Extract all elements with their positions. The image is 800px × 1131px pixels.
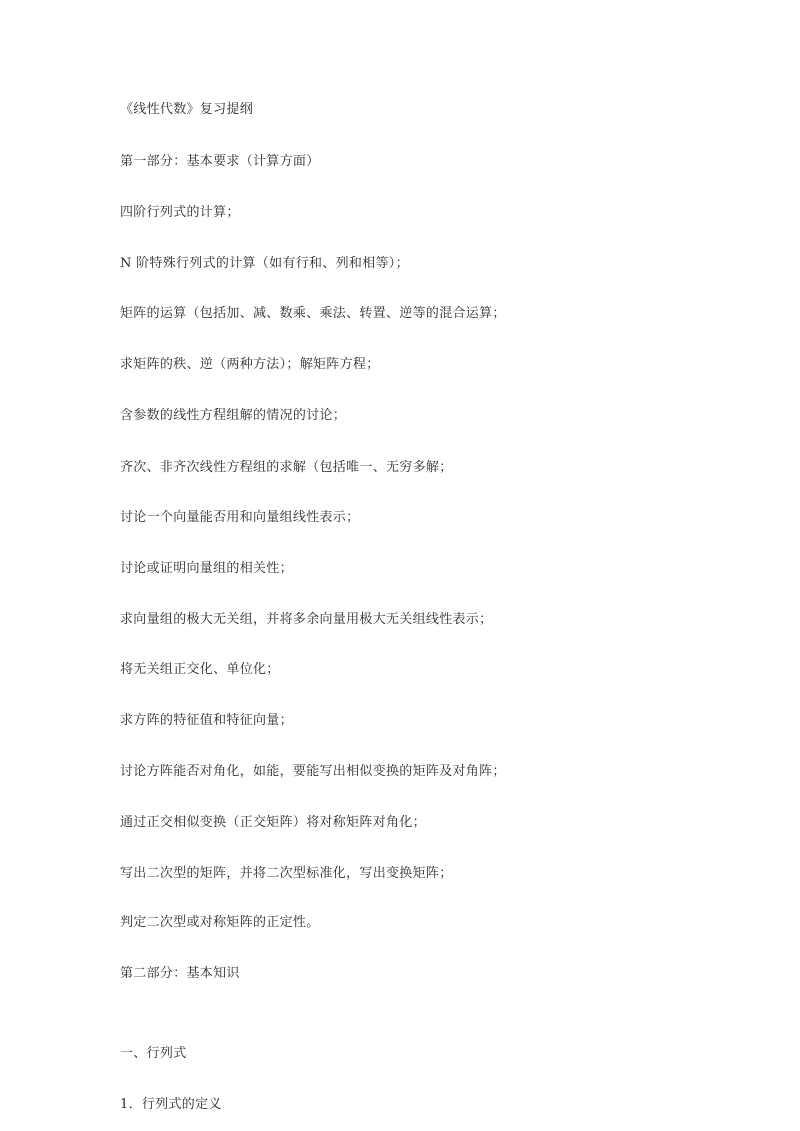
requirement-item: N 阶特殊行列式的计算（如有行和、列和相等）；: [120, 256, 409, 271]
section-heading: 一、行列式: [120, 1046, 187, 1061]
requirement-item: 讨论或证明向量组的相关性；: [120, 561, 293, 576]
requirement-item: 讨论方阵能否对角化，如能，要能写出相似变换的矩阵及对角阵；: [120, 764, 506, 779]
requirement-item: 齐次、非齐次线性方程组的求解（包括唯一、无穷多解；: [120, 460, 453, 475]
subsection-heading: 1．行列式的定义: [120, 1097, 222, 1112]
requirement-item: 写出二次型的矩阵，并将二次型标准化，写出变换矩阵；: [120, 866, 453, 881]
requirement-item: 将无关组正交化、单位化；: [120, 662, 280, 677]
part2-heading: 第二部分：基本知识: [120, 966, 240, 981]
part1-heading: 第一部分：基本要求（计算方面）: [120, 154, 320, 169]
requirement-item: 求矩阵的秩、逆（两种方法）；解矩阵方程；: [120, 357, 380, 372]
requirement-item: 求方阵的特征值和特征向量；: [120, 713, 293, 728]
requirement-item: 讨论一个向量能否用和向量组线性表示；: [120, 510, 360, 525]
requirement-item: 矩阵的运算（包括加、减、数乘、乘法、转置、逆等的混合运算；: [120, 306, 506, 321]
requirement-item: 通过正交相似变换（正交矩阵）将对称矩阵对角化；: [120, 815, 426, 830]
document-title: 《线性代数》复习提纲: [120, 102, 254, 117]
requirement-item: 求向量组的极大无关组，并将多余向量用极大无关组线性表示；: [120, 612, 493, 627]
requirement-item: 四阶行列式的计算；: [120, 205, 240, 220]
requirement-item: 含参数的线性方程组解的情况的讨论；: [120, 408, 347, 423]
requirement-item: 判定二次型或对称矩阵的正定性。: [120, 915, 320, 930]
